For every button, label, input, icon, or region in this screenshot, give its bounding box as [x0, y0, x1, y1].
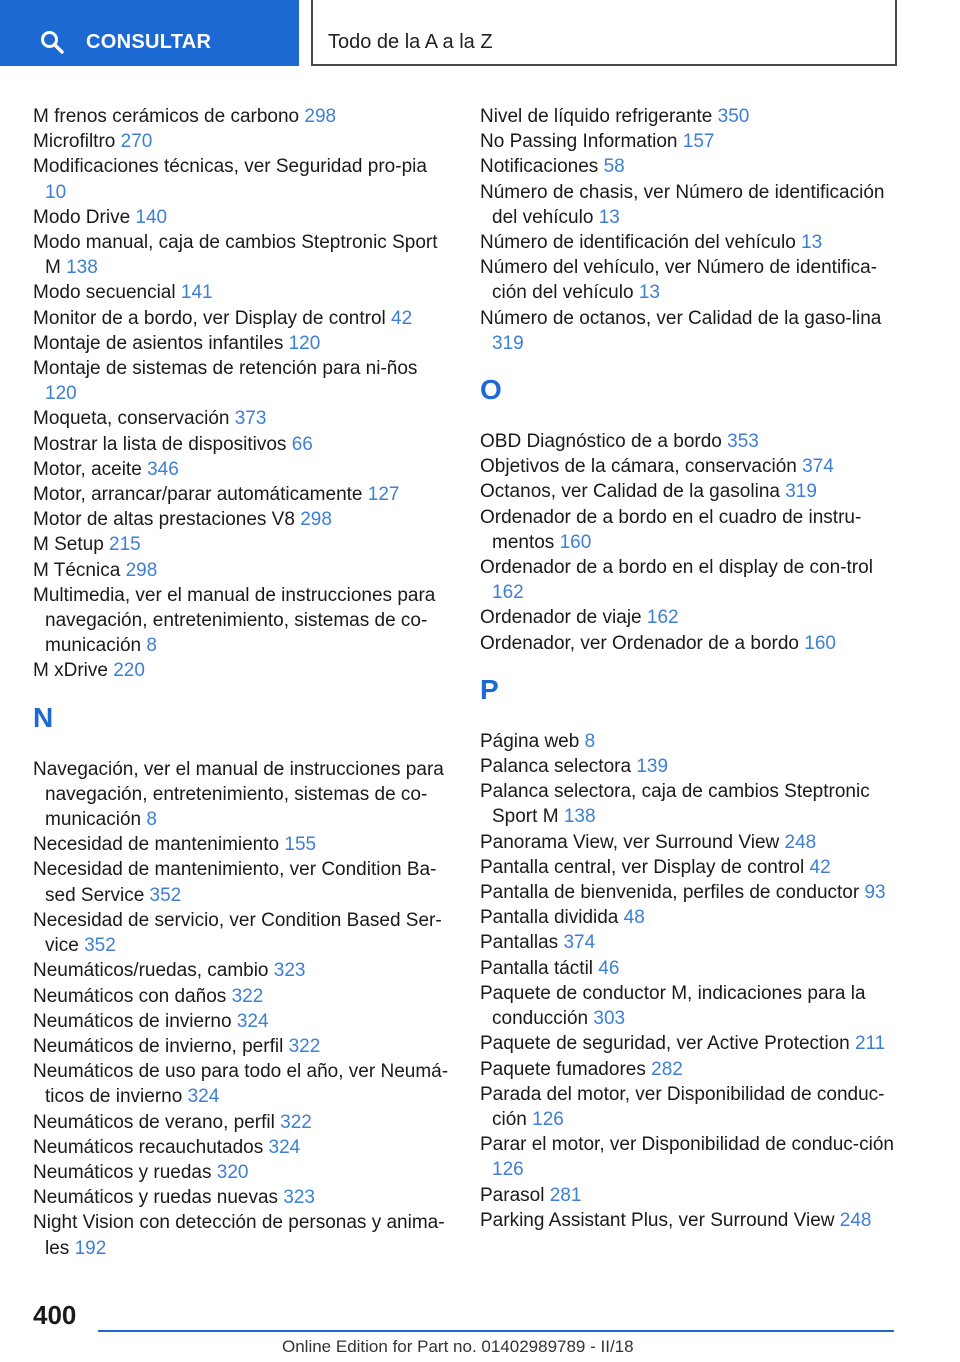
- index-term: Número de identificación del vehículo: [480, 232, 802, 254]
- index-term: Paquete de conductor M, indicaciones para la conducción: [480, 982, 866, 1030]
- page-link[interactable]: 138: [66, 257, 98, 279]
- page-link[interactable]: 319: [785, 481, 817, 503]
- page-link[interactable]: 126: [532, 1108, 564, 1130]
- index-term: Pantalla táctil: [480, 957, 599, 979]
- index-entry: [480, 1208, 900, 1233]
- index-term: Necesidad de servicio, ver Condition Based Ser-vice: [33, 909, 442, 957]
- index-entry: [480, 605, 900, 630]
- index-entry: [480, 880, 900, 905]
- index-term: Motor, arrancar/parar automáticamente: [33, 484, 368, 506]
- page-link[interactable]: 140: [135, 206, 168, 228]
- page-link[interactable]: 160: [804, 632, 836, 654]
- page-link[interactable]: 127: [367, 484, 400, 506]
- index-term: Paquete fumadores: [480, 1058, 652, 1080]
- index-entry: [480, 255, 900, 305]
- index-entry: [33, 658, 453, 683]
- page-link[interactable]: 160: [559, 531, 592, 553]
- index-entry: [480, 154, 900, 179]
- index-entry: [480, 1132, 900, 1182]
- footer-divider: [98, 1330, 894, 1332]
- page-link[interactable]: 215: [109, 534, 141, 556]
- index-term: Ordenador de a bordo en el display de con-trol: [480, 557, 873, 579]
- page-link[interactable]: 374: [563, 932, 596, 954]
- index-term: Neumáticos con daños: [33, 985, 232, 1007]
- page-link[interactable]: 120: [45, 383, 77, 405]
- index-term: Ordenador de viaje: [480, 607, 647, 629]
- index-entry: [33, 1135, 453, 1160]
- page-link[interactable]: 303: [593, 1008, 626, 1030]
- index-term: Modo secuencial: [33, 282, 181, 304]
- index-term: Neumáticos de invierno: [33, 1010, 237, 1032]
- index-entry: [480, 429, 900, 454]
- index-term: Parar el motor, ver Disponibilidad de conduc-ción: [480, 1134, 894, 1156]
- index-entry: [480, 631, 900, 656]
- section-breadcrumb[interactable]: [311, 0, 897, 66]
- page-link[interactable]: 42: [391, 307, 413, 329]
- index-term: M Técnica: [33, 559, 126, 581]
- page-link[interactable]: 322: [280, 1111, 312, 1133]
- index-term: Monitor de a bordo, ver Display de control: [33, 307, 392, 329]
- page-link[interactable]: 324: [268, 1136, 301, 1158]
- index-term: Pantalla dividida: [480, 907, 624, 929]
- index-entry: [33, 984, 453, 1009]
- section-title: Todo de la A a la Z: [328, 31, 493, 53]
- index-term: Ordenador, ver Ordenador de a bordo: [480, 632, 805, 654]
- index-entry: [33, 1210, 453, 1260]
- index-entry: [480, 930, 900, 955]
- page-link[interactable]: 10: [45, 181, 67, 203]
- index-term: Nivel de líquido refrigerante: [480, 106, 718, 127]
- index-term: Montaje de sistemas de retención para ni-ños: [33, 358, 418, 380]
- page-link[interactable]: 324: [236, 1010, 269, 1032]
- page-link[interactable]: 13: [638, 282, 660, 304]
- index-term: Neumáticos de verano, perfil: [33, 1111, 281, 1133]
- n-cont-entries-list: [480, 104, 900, 356]
- index-entry: [33, 583, 453, 659]
- index-entry: [33, 457, 453, 482]
- index-term: No Passing Information: [480, 131, 683, 153]
- page-link[interactable]: 141: [180, 282, 213, 304]
- page-link[interactable]: 126: [492, 1159, 524, 1181]
- index-entry: [33, 958, 453, 983]
- index-entry: [33, 507, 453, 532]
- index-term: Neumáticos y ruedas nuevas: [33, 1187, 284, 1209]
- index-term: Octanos, ver Calidad de la gasolina: [480, 481, 786, 503]
- index-term: Modificaciones técnicas, ver Seguridad pro-pia: [33, 156, 427, 178]
- index-entry: [480, 454, 900, 479]
- page-link[interactable]: 162: [492, 582, 524, 604]
- index-entry: [33, 757, 453, 833]
- page-link[interactable]: 66: [291, 433, 313, 455]
- index-entry: [480, 505, 900, 555]
- page-link[interactable]: 120: [288, 332, 321, 354]
- index-entry: [33, 1110, 453, 1135]
- index-entry: [33, 356, 453, 406]
- page-link[interactable]: 298: [300, 509, 332, 531]
- index-term: Objetivos de la cámara, conservación: [480, 456, 803, 478]
- index-entry: [480, 104, 900, 129]
- index-entry: [480, 1183, 900, 1208]
- index-term: Número de octanos, ver Calidad de la gaso-lina: [480, 307, 882, 329]
- letter-heading-n: N: [33, 701, 54, 733]
- letter-heading-o: O: [480, 374, 502, 406]
- index-term: Palanca selectora: [480, 756, 637, 778]
- page-link[interactable]: 323: [273, 960, 306, 982]
- index-term: Neumáticos recauchutados: [33, 1136, 269, 1158]
- page-link[interactable]: 270: [120, 131, 153, 153]
- index-term: Night Vision con detección de personas y anima-les: [33, 1212, 445, 1259]
- page-link[interactable]: 46: [598, 957, 620, 979]
- page-link[interactable]: 8: [146, 635, 157, 657]
- index-term: M frenos cerámicos de carbono: [33, 106, 305, 127]
- index-entry: [480, 479, 900, 504]
- page-link[interactable]: 353: [727, 431, 759, 453]
- page-link[interactable]: 155: [284, 834, 317, 856]
- index-entry: [480, 855, 900, 880]
- page-link[interactable]: 281: [549, 1184, 582, 1206]
- index-term: Modo manual, caja de cambios Steptronic Sport M: [33, 232, 438, 279]
- edition-note: Online Edition for Part no. 01402989789 - II/18: [282, 1337, 634, 1356]
- index-term: Motor, aceite: [33, 458, 148, 480]
- index-term: Pantalla de bienvenida, perfiles de conductor: [480, 882, 865, 904]
- index-entry: [480, 1031, 900, 1056]
- page-link[interactable]: 8: [584, 730, 596, 752]
- page-link[interactable]: 352: [149, 884, 182, 906]
- index-term: Número del vehículo, ver Número de identifica-ción del vehículo: [480, 257, 878, 304]
- index-entry: [33, 104, 453, 129]
- index-term: Parasol: [480, 1184, 550, 1206]
- page-link[interactable]: 282: [651, 1058, 683, 1080]
- index-entry: [480, 830, 900, 855]
- index-term: Pantallas: [480, 932, 564, 954]
- index-term: Montaje de asientos infantiles: [33, 332, 289, 354]
- page-link[interactable]: 373: [234, 408, 267, 430]
- index-entry: [33, 1034, 453, 1059]
- index-term: M xDrive: [33, 660, 114, 682]
- index-entry: [33, 331, 453, 356]
- page-link[interactable]: 324: [187, 1086, 220, 1108]
- index-term: Necesidad de mantenimiento, ver Condition Ba-sed Service: [33, 859, 437, 906]
- consultar-label: CONSULTAR: [86, 31, 212, 53]
- letter-heading-p: P: [480, 673, 499, 705]
- index-entry: [480, 1082, 900, 1132]
- page-link[interactable]: 58: [603, 156, 625, 178]
- page-link[interactable]: 352: [84, 935, 116, 957]
- page-link[interactable]: 42: [809, 856, 831, 878]
- page-link[interactable]: 374: [802, 456, 834, 478]
- index-column-left: [33, 104, 453, 1261]
- index-entry: [33, 832, 453, 857]
- index-entry: [480, 779, 900, 829]
- index-entry: [480, 905, 900, 930]
- m-entries-list: [33, 104, 453, 684]
- index-term: Motor de altas prestaciones V8: [33, 509, 301, 531]
- index-entry: [33, 558, 453, 583]
- search-icon: [40, 30, 64, 54]
- page-link[interactable]: 192: [74, 1237, 107, 1259]
- index-term: Ordenador de a bordo en el cuadro de instru-mentos: [480, 506, 862, 553]
- index-entry: [33, 1160, 453, 1185]
- index-entry: [480, 754, 900, 779]
- index-entry: [480, 981, 900, 1031]
- page-link[interactable]: 248: [839, 1209, 872, 1231]
- index-term: Neumáticos de invierno, perfil: [33, 1035, 289, 1057]
- page-link[interactable]: 162: [646, 607, 679, 629]
- page-link[interactable]: 322: [231, 985, 264, 1007]
- index-term: Panorama View, ver Surround View: [480, 831, 785, 853]
- n-entries-list: [33, 757, 453, 1261]
- index-term: Paquete de seguridad, ver Active Protection: [480, 1033, 855, 1055]
- index-entry: [33, 1185, 453, 1210]
- o-entries-list: [480, 429, 900, 656]
- page-link[interactable]: 220: [113, 660, 145, 682]
- page-link[interactable]: 323: [283, 1187, 315, 1209]
- index-term: Navegación, ver el manual de instrucciones para navegación, entretenimiento, sistemas de co-municación: [33, 758, 444, 831]
- index-term: Pantalla central, ver Display de control: [480, 856, 810, 878]
- page-link[interactable]: 350: [717, 106, 750, 127]
- index-entry: [480, 180, 900, 230]
- page-link[interactable]: 320: [216, 1161, 249, 1183]
- index-column-right: [480, 104, 900, 1233]
- index-term: M Setup: [33, 534, 110, 556]
- index-entry: [33, 1009, 453, 1034]
- index-term: Número de chasis, ver Número de identificación del vehículo: [480, 181, 885, 228]
- index-entry: [33, 908, 453, 958]
- index-term: Necesidad de mantenimiento: [33, 834, 285, 856]
- page-link[interactable]: 157: [682, 131, 715, 153]
- index-entry: [480, 729, 900, 754]
- page-link[interactable]: 138: [563, 806, 596, 828]
- index-term: Moqueta, conservación: [33, 408, 235, 430]
- index-entry: [33, 1059, 453, 1109]
- page-link[interactable]: 211: [854, 1033, 886, 1055]
- index-entry: [33, 129, 453, 154]
- page-link[interactable]: 8: [146, 809, 157, 831]
- index-entry: [33, 857, 453, 907]
- page-link[interactable]: 13: [598, 206, 620, 228]
- index-entry: [480, 1057, 900, 1082]
- index-term: Microfiltro: [33, 131, 121, 153]
- index-entry: [480, 129, 900, 154]
- index-entry: [33, 280, 453, 305]
- index-entry: [33, 230, 453, 280]
- index-entry: [33, 532, 453, 557]
- index-entry: [480, 555, 900, 605]
- index-term: Neumáticos/ruedas, cambio: [33, 960, 274, 982]
- index-entry: [33, 154, 453, 204]
- index-term: Multimedia, ver el manual de instrucciones para navegación, entretenimiento, sistemas de co-municación: [33, 584, 436, 657]
- index-entry: [33, 482, 453, 507]
- p-entries-list: [480, 729, 900, 1233]
- index-term: Palanca selectora, caja de cambios Steptronic Sport M: [480, 781, 870, 828]
- index-term: Mostrar la lista de dispositivos: [33, 433, 292, 455]
- index-entry: [33, 432, 453, 457]
- index-term: Notificaciones: [480, 156, 604, 178]
- index-entry: [33, 406, 453, 431]
- index-entry: [33, 205, 453, 230]
- index-term: Neumáticos de uso para todo el año, ver Neumá-ticos de invierno: [33, 1061, 449, 1108]
- index-term: Modo Drive: [33, 206, 136, 228]
- page-link[interactable]: 139: [636, 756, 669, 778]
- index-term: Parada del motor, ver Disponibilidad de conduc-ción: [480, 1083, 885, 1130]
- page-link[interactable]: 93: [864, 882, 886, 904]
- index-entry: [480, 956, 900, 981]
- page-link[interactable]: 48: [623, 907, 645, 929]
- page-number: 400: [33, 1300, 77, 1330]
- consultar-button[interactable]: [0, 0, 299, 66]
- index-term: OBD Diagnóstico de a bordo: [480, 431, 728, 453]
- page-link[interactable]: 319: [492, 332, 524, 354]
- page-link[interactable]: 248: [784, 831, 817, 853]
- header-bar: [0, 0, 960, 66]
- index-term: Neumáticos y ruedas: [33, 1161, 217, 1183]
- index-entry: [480, 230, 900, 255]
- page-link[interactable]: 298: [125, 559, 158, 581]
- index-entry: [480, 306, 900, 356]
- page-link[interactable]: 13: [801, 232, 823, 254]
- index-entry: [33, 306, 453, 331]
- index-term: Página web: [480, 730, 585, 752]
- index-term: Parking Assistant Plus, ver Surround View: [480, 1209, 840, 1231]
- page-link[interactable]: 322: [288, 1035, 321, 1057]
- page-link[interactable]: 298: [304, 106, 337, 127]
- page-link[interactable]: 346: [147, 458, 179, 480]
